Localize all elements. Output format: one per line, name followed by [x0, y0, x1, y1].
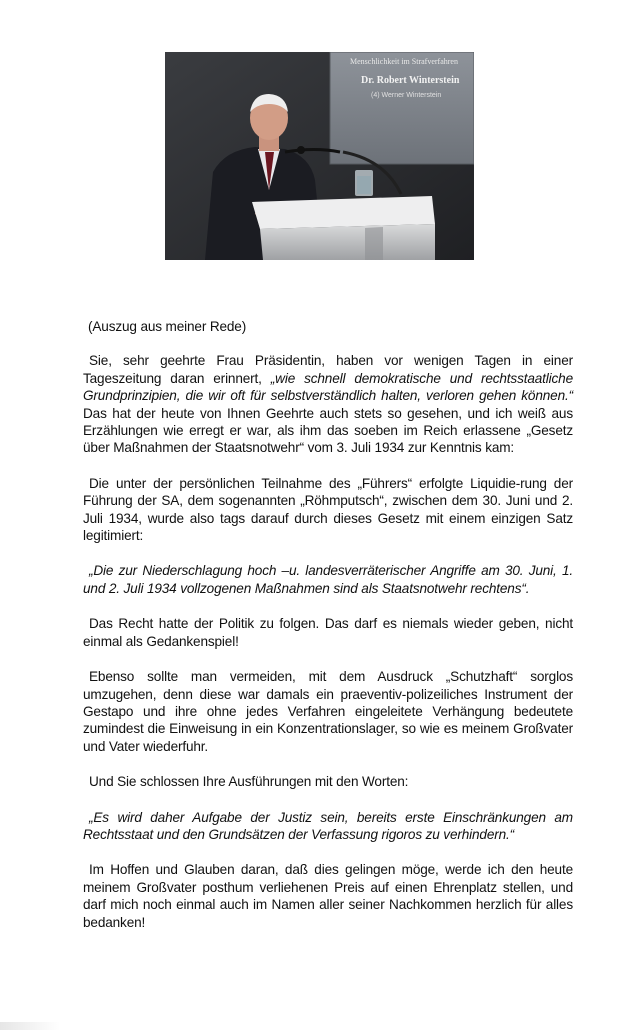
paragraph-4: Das Recht hatte der Politik zu folgen. Das darf es niemals wieder geben, nicht einmal als Gedankenspiel! — [83, 616, 573, 649]
paragraph-6: Und Sie schlossen Ihre Ausführungen mit den Worten: — [89, 774, 409, 790]
speaker-photo — [165, 52, 474, 260]
lectern-front — [260, 224, 435, 260]
paragraph-1 — [83, 352, 573, 456]
paragraph-7-quote: „Es wird daher Aufgabe der Justiz sein, bereits erste Einschränkungen am Rechtsstaat und den Grundsätzen der Verfassung rigoros zu verhindern.“ — [83, 809, 573, 842]
paragraph-2: Die unter der persönlichen Teilnahme des „Führers“ erfolgte Liquidie-rung der Führung der SA, dem sogenannten „Röhmputsch“, zwischen dem 30. Juni und 2. Juli 1934, wurde also tags darauf durch dieses Gesetz mit einem einzigen Satz legitimiert: — [83, 475, 573, 544]
paragraph-5: Ebenso sollte man vermeiden, mit dem Ausdruck „Schutzhaft“ sorglos umzugehen, denn diese war damals ein praeventiv-polizeiliches Instrument der Gestapo und ihre ohne jedes Verfahren eingeleitete Verhängung bedeutete zumindest die Einweisung in ein Konzentrationslager, so wie es meinem Großvater und Vater wiederfuhr. — [83, 669, 573, 754]
scan-edge-shadow — [0, 1022, 60, 1030]
slide-line-3: (4) Werner Winterstein — [371, 92, 442, 99]
slide-line-1: Menschlichkeit im Strafverfahren — [350, 57, 458, 66]
excerpt-heading: (Auszug aus meiner Rede) — [88, 319, 247, 334]
paragraph-1-text-b: Das hat der heute von Ihnen Geehrte auch stets so gesehen, und ich weiß aus Erzählungen wie erregt er war, als ihm das soeben im Reich erlassene „Gesetz über Maßnahmen der Staatsnotwehr“ vom 3. Juli 1934 zur Kenntnis kam: — [83, 405, 573, 456]
paragraph-1-quote: „wie schnell demokratische und rechtsstaatliche Grundprinzipien, die wir oft für selbstverständlich halten, verloren gehen können.“ — [83, 370, 573, 404]
projection-screen — [330, 52, 474, 164]
paragraph-8: Im Hoffen und Glauben daran, daß dies gelingen möge, werde ich den heute meinem Großvater posthum verliehenen Preis auf einen Ehrenplatz stellen, und darf mich noch einmal auch im Namen aller seiner Nachkommen herzlich für alles bedanken! — [83, 862, 573, 930]
paragraph-3 — [83, 562, 573, 597]
paragraph-3-quote: „Die zur Niederschlagung hoch –u. landesverräterischer Angriffe am 30. Juni, 1. und 2. Juli 1934 vollzogenen Maßnahmen sind als Staatsnotwehr rechtens“. — [83, 563, 573, 596]
paragraph-7 — [83, 809, 573, 844]
speaker-at-lectern-illustration — [165, 52, 474, 260]
slide-name: Dr. Robert Winterstein — [361, 75, 460, 86]
paragraph-1-text-a: Sie, sehr geehrte Frau Präsidentin, haben vor wenigen Tagen in einer Tageszeitung daran erinnert, — [83, 353, 573, 386]
speech-excerpt — [83, 318, 573, 949]
